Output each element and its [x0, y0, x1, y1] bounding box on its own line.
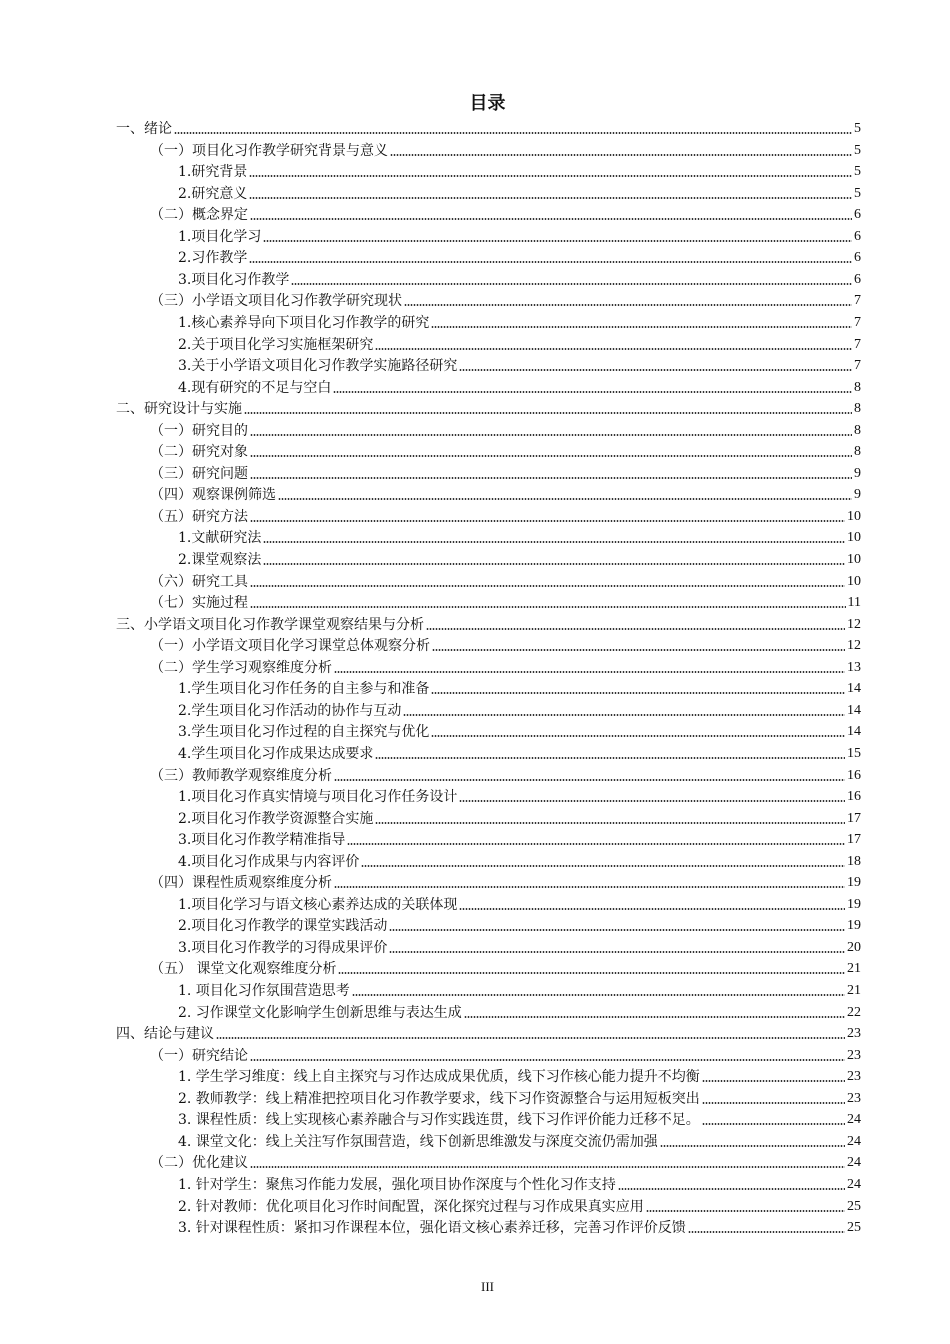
toc-entry-label: 四、结论与建议 — [116, 1026, 214, 1043]
toc-entry-label: 1.学生项目化习作任务的自主参与和准备 — [178, 681, 430, 698]
toc-entry[interactable] — [178, 807, 861, 829]
toc-entry[interactable] — [150, 505, 861, 527]
toc-dot-leader — [250, 519, 845, 523]
toc-dot-leader — [375, 756, 845, 760]
toc-dot-leader — [646, 1209, 845, 1213]
toc-entry-page-number: 10 — [847, 552, 861, 567]
toc-entry-page-number: 25 — [847, 1198, 861, 1214]
toc-entry-page-number: 14 — [847, 724, 861, 740]
toc-entry[interactable] — [178, 742, 861, 764]
toc-entry-label: 三、小学语文项目化习作教学课堂观察结果与分析 — [116, 616, 424, 633]
toc-entry[interactable] — [178, 376, 861, 398]
toc-entry-page-number: 5 — [854, 185, 861, 201]
toc-entry-label: （三）小学语文项目化习作教学研究现状 — [150, 293, 402, 310]
toc-dot-leader — [431, 691, 845, 695]
toc-entry-label: （二）学生学习观察维度分析 — [150, 659, 332, 676]
toc-entry[interactable] — [150, 570, 861, 592]
toc-dot-leader — [263, 239, 852, 243]
toc-dot-leader — [352, 993, 845, 997]
toc-entry-page-number: 12 — [847, 638, 861, 654]
toc-dot-leader — [432, 648, 845, 652]
toc-entry-label: 1.文献研究法 — [178, 530, 262, 547]
toc-entry-page-number: 24 — [847, 1155, 861, 1171]
toc-entry-page-number: 22 — [847, 1004, 861, 1020]
toc-entry-label: 3. 针对课程性质：紧扣习作课程本位，强化语文核心素养迁移，完善习作评价反馈 — [178, 1220, 686, 1237]
toc-dot-leader — [250, 1165, 845, 1169]
toc-dot-leader — [702, 1079, 845, 1083]
toc-entry-page-number: 10 — [847, 573, 861, 589]
toc-dot-leader — [459, 907, 845, 911]
toc-entry-page-number: 16 — [847, 767, 861, 783]
toc-entry[interactable] — [178, 1130, 861, 1152]
toc-dot-leader — [250, 476, 852, 480]
toc-entry-page-number: 10 — [847, 508, 861, 524]
toc-entry[interactable] — [178, 1001, 861, 1023]
toc-entry-page-number: 18 — [847, 853, 861, 869]
toc-entry[interactable] — [178, 785, 861, 807]
toc-entry-page-number: 9 — [854, 487, 861, 503]
toc-entry[interactable] — [178, 1108, 861, 1130]
toc-entry-label: （一）研究结论 — [150, 1047, 248, 1064]
toc-entry-label: （六）研究工具 — [150, 573, 248, 590]
toc-dot-leader — [334, 885, 845, 889]
toc-entry-label: 2. 针对教师：优化项目化习作时间配置，深化探究过程与习作成果真实应用 — [178, 1198, 644, 1215]
toc-entry[interactable] — [150, 1151, 861, 1173]
toc-entry[interactable] — [178, 354, 861, 376]
toc-entry[interactable] — [150, 591, 861, 613]
toc-entry[interactable] — [178, 225, 861, 247]
toc-entry[interactable] — [178, 1065, 861, 1087]
toc-entry-label: 二、研究设计与实施 — [116, 401, 242, 418]
toc-entry[interactable] — [178, 526, 861, 548]
toc-entry-label: 4.学生项目化习作成果达成要求 — [178, 745, 374, 762]
toc-entry[interactable] — [150, 871, 861, 893]
toc-entry-page-number: 24 — [847, 1176, 861, 1192]
toc-entry-page-number: 8 — [854, 422, 861, 438]
toc-dot-leader — [249, 174, 852, 178]
toc-entry-page-number: 8 — [854, 379, 861, 395]
toc-entry-label: （一）研究目的 — [150, 422, 248, 439]
toc-entry-label: 1. 针对学生：聚焦习作能力发展，强化项目协作深度与个性化习作支持 — [178, 1176, 616, 1193]
toc-entry-label: （七）实施过程 — [150, 595, 248, 612]
toc-dot-leader — [174, 131, 852, 135]
toc-entry[interactable] — [116, 117, 861, 139]
toc-entry-label: 4. 课堂文化：线上关注写作氛围营造，线下创新思维激发与深度交流仍需加强 — [178, 1133, 658, 1150]
toc-entry-label: （五）研究方法 — [150, 508, 248, 525]
toc-entry[interactable] — [178, 246, 861, 268]
toc-entry[interactable] — [178, 936, 861, 958]
toc-entry[interactable] — [116, 397, 861, 419]
toc-dot-leader — [250, 605, 846, 609]
toc-entry-label: 2. 教师教学：线上精准把控项目化习作教学要求，线下习作资源整合与运用短板突出 — [178, 1090, 700, 1107]
toc-entry[interactable] — [150, 1044, 861, 1066]
toc-dot-leader — [250, 454, 852, 458]
toc-entry-page-number: 19 — [847, 875, 861, 891]
toc-dot-leader — [250, 584, 845, 588]
toc-entry[interactable] — [178, 850, 861, 872]
toc-entry-label: 2.研究意义 — [178, 185, 248, 202]
toc-entry-page-number: 20 — [847, 939, 861, 955]
toc-entry-label: 3.学生项目化习作过程的自主探究与优化 — [178, 724, 430, 741]
toc-entry-page-number: 15 — [847, 745, 861, 761]
toc-dot-leader — [338, 971, 845, 975]
toc-entry-page-number: 12 — [847, 616, 861, 632]
toc-entry-page-number: 6 — [854, 228, 861, 244]
toc-entry-label: 1. 学生学习维度：线上自主探究与习作达成成果优质，线下习作核心能力提升不均衡 — [178, 1069, 700, 1086]
toc-entry-label: （二）研究对象 — [150, 444, 248, 461]
toc-dot-leader — [250, 433, 852, 437]
toc-entry-label: 3.关于小学语文项目化习作教学实施路径研究 — [178, 358, 458, 375]
toc-entry[interactable] — [178, 720, 861, 742]
toc-entry-label: 2.习作教学 — [178, 250, 248, 267]
toc-entry[interactable] — [150, 656, 861, 678]
toc-dot-leader — [250, 1058, 845, 1062]
toc-dot-leader — [347, 842, 845, 846]
toc-dot-leader — [403, 713, 845, 717]
toc-dot-leader — [291, 282, 852, 286]
toc-dot-leader — [250, 217, 852, 221]
toc-dot-leader — [249, 260, 852, 264]
toc-entry-page-number: 8 — [854, 401, 861, 417]
toc-entry[interactable] — [150, 483, 861, 505]
toc-entry-page-number: 5 — [854, 164, 861, 180]
toc-dot-leader — [464, 1015, 845, 1019]
toc-entry-label: （二）概念界定 — [150, 207, 248, 224]
toc-dot-leader — [263, 562, 845, 566]
toc-entry[interactable] — [178, 1216, 861, 1238]
toc-entry-label: 1.项目化学习 — [178, 228, 262, 245]
toc-entry-page-number: 21 — [847, 983, 861, 998]
toc-entry-page-number: 23 — [847, 1047, 861, 1063]
toc-entry-page-number: 6 — [854, 271, 861, 287]
toc-entry[interactable] — [116, 613, 861, 635]
toc-entry-label: （一）小学语文项目化学习课堂总体观察分析 — [150, 638, 430, 655]
toc-dot-leader — [459, 799, 845, 803]
toc-dot-leader — [618, 1187, 845, 1191]
toc-entry-page-number: 7 — [854, 336, 861, 352]
toc-dot-leader — [334, 670, 845, 674]
toc-dot-leader — [660, 1144, 845, 1148]
toc-dot-leader — [361, 864, 845, 868]
toc-entry[interactable] — [178, 160, 861, 182]
toc-dot-leader — [334, 778, 845, 782]
toc-entry-page-number: 19 — [847, 896, 861, 912]
toc-entry[interactable] — [150, 462, 861, 484]
toc-dot-leader — [263, 540, 845, 544]
toc-entry-label: 2.学生项目化习作活动的协作与互动 — [178, 702, 402, 719]
toc-dot-leader — [249, 196, 852, 200]
toc-dot-leader — [389, 928, 845, 932]
toc-entry-page-number: 25 — [847, 1220, 861, 1236]
toc-entry-page-number: 17 — [847, 810, 861, 826]
toc-entry[interactable] — [178, 1195, 861, 1217]
toc-entry[interactable] — [150, 139, 861, 161]
toc-entry[interactable] — [178, 893, 861, 915]
toc-entry-label: 4.现有研究的不足与空白 — [178, 379, 332, 396]
toc-dot-leader — [431, 734, 845, 738]
toc-entry-label: （三）教师教学观察维度分析 — [150, 767, 332, 784]
toc-entry-page-number: 17 — [847, 832, 861, 848]
toc-entry-label: 2. 习作课堂文化影响学生创新思维与表达生成 — [178, 1004, 462, 1021]
toc-entry-page-number: 10 — [847, 530, 861, 546]
toc-entry-page-number: 11 — [847, 595, 861, 611]
toc-entry-page-number: 24 — [847, 1112, 861, 1128]
toc-entry[interactable] — [178, 333, 861, 355]
toc-entry-page-number: 16 — [847, 789, 861, 805]
toc-entry[interactable] — [178, 268, 861, 290]
toc-entry-page-number: 19 — [847, 918, 861, 934]
toc-dot-leader — [244, 411, 852, 415]
toc-entry[interactable] — [150, 289, 861, 311]
toc-entry-page-number: 23 — [847, 1090, 861, 1106]
toc-dot-leader — [688, 1230, 845, 1234]
toc-entry-label: 3.项目化习作教学 — [178, 271, 290, 288]
page-number-footer: III — [481, 1279, 494, 1294]
toc-entry-label: （四）课程性质观察维度分析 — [150, 875, 332, 892]
toc-entry-label: （四）观察课例筛选 — [150, 487, 276, 504]
toc-entry-page-number: 13 — [847, 659, 861, 675]
toc-entry-label: （五） 课堂文化观察维度分析 — [150, 961, 337, 978]
toc-entry-label: 一、绪论 — [116, 121, 172, 137]
toc-entry-label: 1.项目化习作真实情境与项目化习作任务设计 — [178, 789, 458, 806]
toc-entry[interactable] — [178, 182, 861, 204]
toc-entry-label: 4.项目化习作成果与内容评价 — [178, 853, 360, 870]
toc-entry[interactable] — [178, 828, 861, 850]
toc-entry-page-number: 7 — [854, 314, 861, 330]
toc-entry[interactable] — [178, 914, 861, 936]
toc-entry[interactable] — [178, 311, 861, 333]
toc-entry-label: （二）优化建议 — [150, 1155, 248, 1172]
toc-entry-label: （三）研究问题 — [150, 465, 248, 482]
toc-entry[interactable] — [150, 764, 861, 786]
toc-dot-leader — [278, 497, 852, 501]
toc-entry-label: 2.项目化习作教学的课堂实践活动 — [178, 918, 388, 935]
toc-entry[interactable] — [178, 979, 861, 1001]
toc-entry-page-number: 14 — [847, 702, 861, 718]
toc-entry-page-number: 7 — [854, 358, 861, 374]
toc-entry-label: 3. 课程性质：线上实现核心素养融合与习作实践连贯，线下习作评价能力迁移不足。 — [178, 1112, 700, 1129]
toc-entry-page-number: 5 — [854, 121, 861, 136]
toc-entry-label: 2.项目化习作教学资源整合实施 — [178, 810, 374, 827]
toc-entry[interactable] — [178, 699, 861, 721]
toc-title: 目录 — [469, 93, 506, 114]
toc-dot-leader — [216, 1036, 845, 1040]
toc-entry[interactable] — [150, 419, 861, 441]
toc-entry-label: 1.研究背景 — [178, 164, 248, 181]
toc-entry-label: （一）项目化习作教学研究背景与意义 — [150, 142, 388, 159]
toc-entry[interactable] — [116, 1022, 861, 1044]
toc-dot-leader — [426, 627, 845, 631]
toc-entry-label: 1.项目化学习与语文核心素养达成的关联体现 — [178, 896, 458, 913]
toc-entry[interactable] — [178, 548, 861, 570]
toc-entry-page-number: 7 — [854, 293, 861, 309]
toc-entry-page-number: 6 — [854, 250, 861, 266]
toc-dot-leader — [702, 1101, 845, 1105]
toc-entry-page-number: 24 — [847, 1133, 861, 1149]
toc-entry-label: 1.核心素养导向下项目化习作教学的研究 — [178, 314, 430, 331]
toc-entry-page-number: 5 — [854, 142, 861, 158]
toc-entry-page-number: 23 — [847, 1069, 861, 1085]
toc-entry-label: 3.项目化习作教学的习得成果评价 — [178, 939, 388, 956]
toc-entry[interactable] — [150, 440, 861, 462]
toc-entry[interactable] — [150, 203, 861, 225]
toc-entry-page-number: 9 — [854, 465, 861, 481]
toc-entry[interactable] — [150, 634, 861, 656]
toc-dot-leader — [404, 303, 852, 307]
toc-entry-label: 1. 项目化习作氛围营造思考 — [178, 983, 350, 999]
toc-entry-label: 2.课堂观察法 — [178, 552, 262, 568]
toc-entry[interactable] — [150, 957, 861, 979]
toc-entry-label: 3.项目化习作教学精准指导 — [178, 832, 346, 849]
toc-dot-leader — [333, 390, 852, 394]
toc-entry[interactable] — [178, 677, 861, 699]
toc-dot-leader — [375, 347, 852, 351]
toc-dot-leader — [431, 325, 852, 329]
toc-entry-page-number: 14 — [847, 681, 861, 697]
toc-dot-leader — [459, 368, 852, 372]
toc-dot-leader — [389, 950, 845, 954]
toc-entry-page-number: 23 — [847, 1026, 861, 1042]
toc-entry-label: 2.关于项目化学习实施框架研究 — [178, 336, 374, 353]
toc-dot-leader — [390, 153, 852, 157]
toc-entry[interactable] — [178, 1173, 861, 1195]
toc-entry-page-number: 6 — [854, 207, 861, 223]
toc-entry-page-number: 21 — [847, 961, 861, 977]
toc-dot-leader — [375, 821, 845, 825]
toc-entry[interactable] — [178, 1087, 861, 1109]
toc-entry-page-number: 8 — [854, 444, 861, 460]
toc-dot-leader — [702, 1122, 845, 1126]
